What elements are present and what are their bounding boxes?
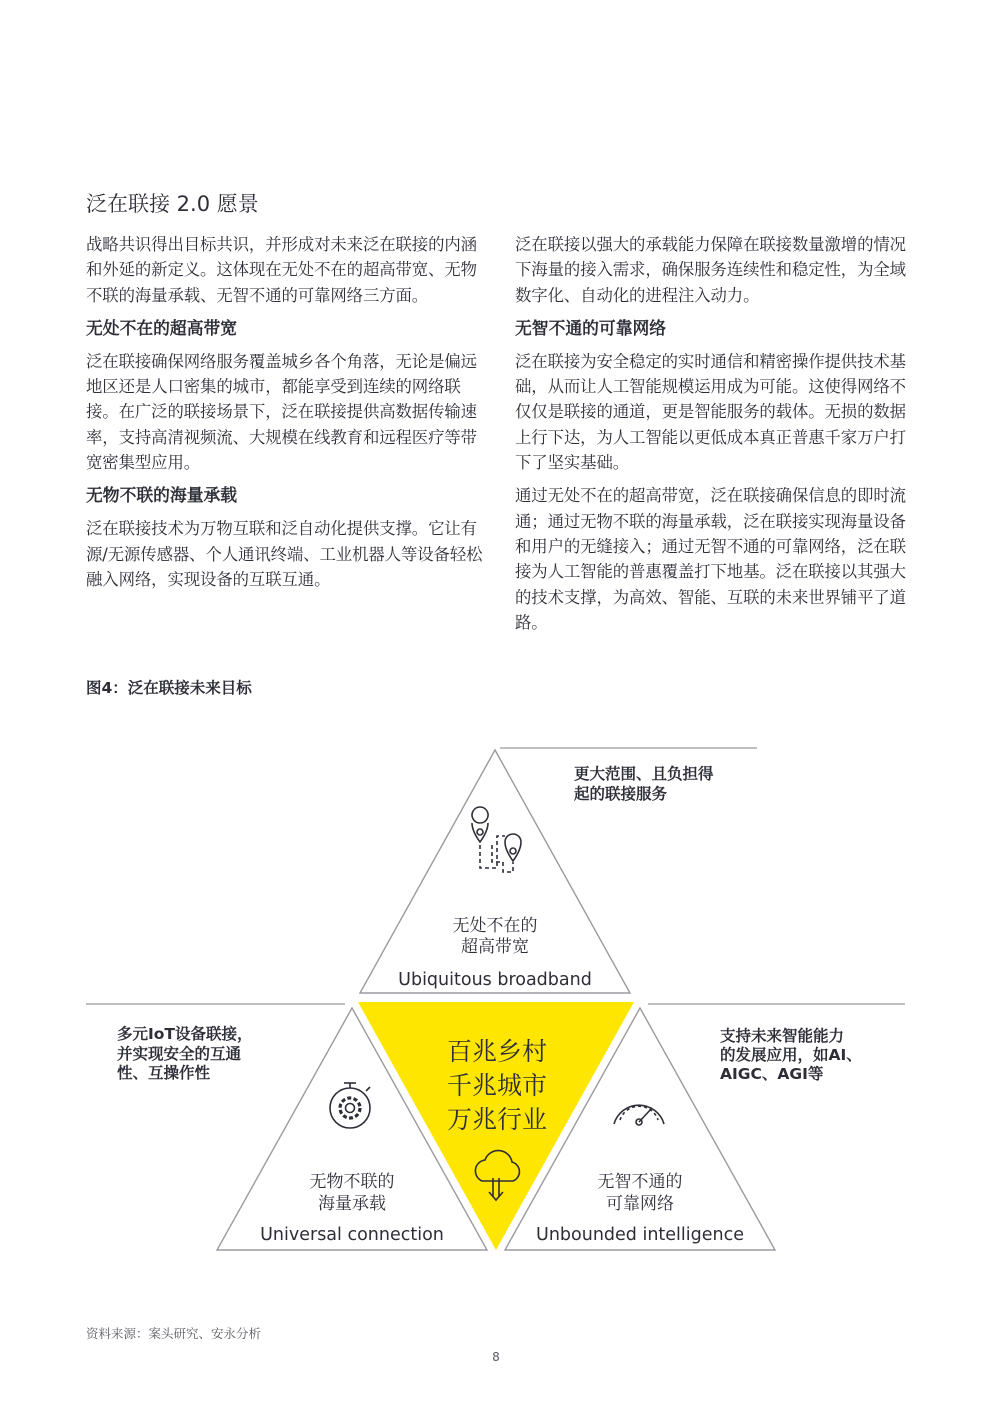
- top-note-line1: 更大范围、且负担得: [574, 765, 714, 783]
- center-line1: 百兆乡村: [446, 1037, 548, 1066]
- figure-caption: 图4：泛在联接未来目标: [86, 679, 252, 697]
- right-note-line3: AIGC、AGI等: [720, 1065, 824, 1083]
- right-note-line1: 支持未来智能能力: [720, 1027, 845, 1045]
- subheading-broadband: 无处不在的超高带宽: [86, 317, 238, 338]
- subheading-connection: 无物不联的海量承载: [86, 485, 238, 506]
- top-note-line2: 起的联接服务: [574, 785, 668, 803]
- intelligence-paragraph: 泛在联接为安全稳定的实时通信和精密操作提供技术基础，从而让人工智能规模运用成为可能。这使得网络不仅仅是联接的通道，更是智能服务的载体。无损的数据上行下达，为人工智能以更低成本真正普惠千家万户打下了坚实基础。: [515, 351, 906, 473]
- broadband-paragraph: 泛在联接确保网络服务覆盖城乡各个角落，无论是偏远地区还是人口密集的城市，都能享受到连续的网络联接。在广泛的联接场景下，泛在联接提供高数据传输速率，支持高清视频流、大规模在线教育和远程医疗等带宽密集型应用。: [86, 351, 477, 473]
- page-number: 8: [492, 1350, 500, 1364]
- left-title-line1: 无物不联的: [309, 1172, 395, 1192]
- right-english-label: Unbounded intelligence: [536, 1225, 744, 1245]
- left-note-line3: 性、互操作性: [117, 1064, 211, 1082]
- right-title-line1: 无智不通的: [597, 1172, 683, 1192]
- source-note: 资料来源：案头研究、安永分析: [86, 1326, 262, 1341]
- connection-paragraph: 泛在联接技术为万物互联和泛自动化提供支撑。它让有源/无源传感器、个人通讯终端、工业机器人等设备轻松融入网络，实现设备的互联互通。: [86, 519, 483, 589]
- center-line2: 千兆城市: [446, 1071, 548, 1100]
- left-column: [86, 232, 486, 600]
- capacity-paragraph: 泛在联接以强大的承载能力保障在联接数量激增的情况下海量的接入需求，确保服务连续性和稳定性，为全域数字化、自动化的进程注入动力。: [515, 235, 906, 305]
- top-title-line1: 无处不在的: [452, 916, 538, 936]
- subheading-intelligence: 无智不通的可靠网络: [515, 317, 667, 338]
- section-title: 泛在联接 2.0 愿景: [86, 192, 259, 216]
- top-title-line2: 超高带宽: [461, 937, 529, 957]
- top-english-label: Ubiquitous broadband: [398, 970, 592, 990]
- right-note-line2: 的发展应用，如AI、: [720, 1046, 862, 1064]
- right-title-line2: 可靠网络: [606, 1194, 674, 1214]
- intro-paragraph: 战略共识得出目标共识，并形成对未来泛在联接的内涵和外延的新定义。这体现在无处不在的超高带宽、无物不联的海量承载、无智不通的可靠网络三方面。: [86, 235, 477, 305]
- right-column: [515, 232, 915, 643]
- left-note-line1: 多元IoT设备联接，: [117, 1025, 253, 1043]
- left-english-label: Universal connection: [260, 1225, 444, 1245]
- triangle-diagram: [0, 730, 992, 1270]
- summary-paragraph: 通过无处不在的超高带宽，泛在联接确保信息的即时流通；通过无物不联的海量承载，泛在联接实现海量设备和用户的无缝接入；通过无智不通的可靠网络，泛在联接为人工智能的普惠覆盖打下地基。泛在联接以其强大的技术支撑，为高效、智能、互联的未来世界铺平了道路。: [515, 486, 906, 632]
- left-note-line2: 并实现安全的互通: [117, 1045, 242, 1063]
- center-line3: 万兆行业: [446, 1105, 548, 1134]
- left-title-line2: 海量承载: [318, 1194, 386, 1214]
